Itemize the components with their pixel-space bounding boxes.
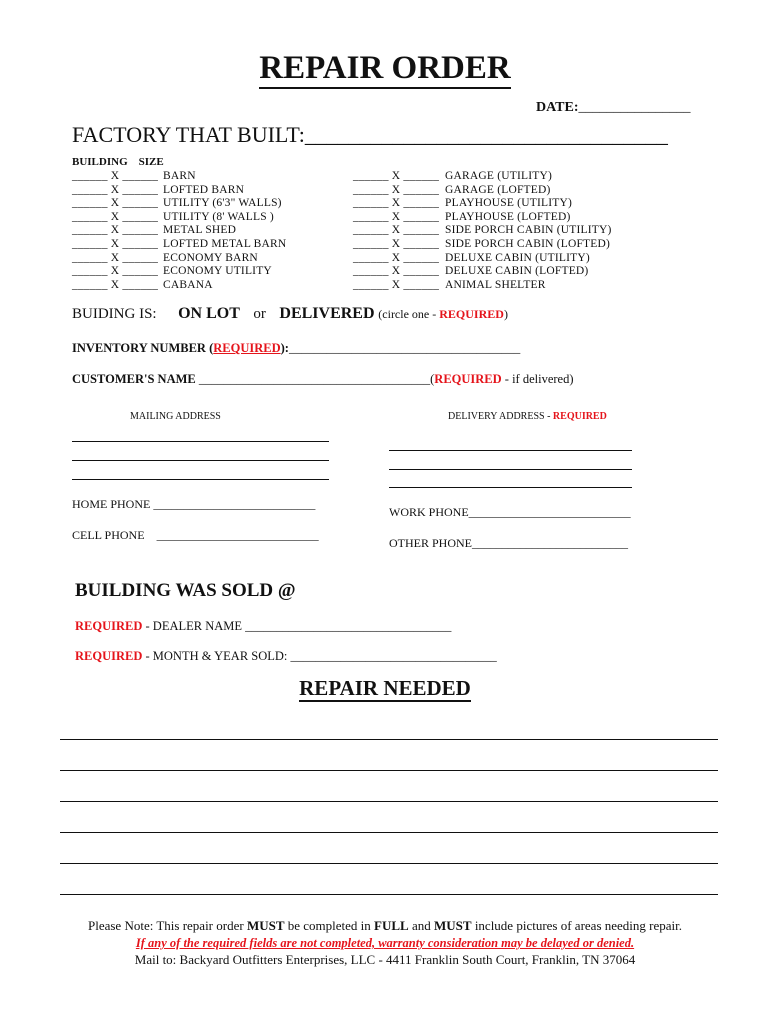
circle-required: REQUIRED	[439, 307, 504, 321]
page-title	[0, 50, 770, 87]
right-size-blank[interactable]: ______ X ______	[353, 170, 440, 182]
right-building-name: DELUXE CABIN (UTILITY)	[445, 251, 590, 264]
right-building-name: ANIMAL SHELTER	[445, 278, 546, 291]
customer-required: REQUIRED	[434, 372, 502, 386]
delivery-line-1[interactable]	[389, 450, 632, 451]
home-phone-field[interactable]	[72, 497, 315, 512]
mailing-line-1[interactable]	[72, 441, 329, 442]
right-building-name: PLAYHOUSE (LOFTED)	[445, 210, 571, 223]
building-is-row	[72, 305, 508, 323]
circle-suffix: )	[503, 307, 508, 321]
left-size-blank[interactable]: ______ X ______	[72, 238, 159, 250]
delivery-line-3[interactable]	[389, 487, 632, 488]
right-building-name: PLAYHOUSE (UTILITY)	[445, 197, 572, 210]
customer-blank[interactable]: _____________________________________	[198, 372, 431, 386]
left-size-blank[interactable]: ______ X ______	[72, 278, 159, 291]
inventory-number-field[interactable]	[72, 341, 520, 356]
right-building-name: GARAGE (UTILITY)	[445, 170, 552, 182]
left-building-name: LOFTED METAL BARN	[163, 238, 287, 250]
note-p1: Please Note: This repair order	[87, 918, 247, 933]
factory-label: FACTORY THAT BUILT:	[72, 122, 305, 147]
right-size-blank[interactable]: ______ X ______	[353, 224, 440, 237]
repair-line-1[interactable]	[60, 739, 718, 740]
work-phone-field[interactable]	[389, 505, 631, 520]
building-is-label: BUIDING IS:	[72, 306, 157, 322]
right-building-name: DELUXE CABIN (LOFTED)	[445, 265, 589, 278]
dealer-required: REQUIRED	[75, 619, 143, 633]
delivered-option[interactable]: DELIVERED	[279, 305, 375, 322]
circle-prefix: (circle one -	[378, 307, 440, 321]
left-building-name: ECONOMY BARN	[163, 251, 258, 264]
dealer-label: - DEALER NAME	[142, 619, 246, 633]
left-building-name: CABANA	[163, 278, 213, 291]
left-size-blank[interactable]: ______ X ______	[72, 224, 159, 237]
left-building-name: ECONOMY UTILITY	[163, 265, 272, 278]
or-text: or	[253, 306, 266, 322]
date-label: DATE:	[536, 100, 579, 115]
delivery-address-label: DELIVERY ADDRESS -	[448, 411, 553, 422]
left-building-name: LOFTED BARN	[163, 183, 245, 196]
mail-to-line: Mail to: Backyard Outfitters Enterprises, LLC - 4411 Franklin South Court, Franklin, TN 37064	[134, 952, 636, 967]
warning-line	[0, 936, 770, 951]
left-building-name: BARN	[163, 170, 196, 182]
customer-suffix: - if delivered)	[501, 372, 574, 386]
repair-line-3[interactable]	[60, 801, 718, 802]
right-size-blank[interactable]: ______ X ______	[353, 197, 440, 210]
repair-line-4[interactable]	[60, 832, 718, 833]
note-p3: and	[408, 918, 434, 933]
note-line	[0, 918, 770, 934]
note-must-2: MUST	[434, 918, 472, 933]
mailing-address-label: MAILING ADDRESS	[130, 411, 221, 422]
right-size-blank[interactable]: ______ X ______	[353, 183, 440, 196]
work-phone-blank[interactable]: ___________________________	[468, 505, 631, 519]
delivery-required: REQUIRED	[552, 411, 607, 422]
month-year-label: - MONTH & YEAR SOLD:	[142, 649, 291, 663]
month-year-required: REQUIRED	[75, 649, 143, 663]
left-size-blank[interactable]: ______ X ______	[72, 197, 159, 210]
home-phone-blank[interactable]: ___________________________	[153, 497, 316, 511]
dealer-name-field[interactable]	[75, 619, 451, 634]
other-phone-label: OTHER PHONE	[389, 536, 472, 550]
month-year-blank[interactable]: _________________________________	[290, 649, 497, 663]
repair-needed-heading	[0, 676, 770, 701]
factory-field[interactable]	[72, 122, 668, 148]
customer-paren: (	[430, 372, 435, 386]
date-field[interactable]	[536, 100, 691, 116]
left-size-blank[interactable]: ______ X ______	[72, 170, 159, 182]
title-text: REPAIR ORDER	[259, 50, 510, 89]
warning-text: If any of the required fields are not completed, warranty consideration may be delayed or denied.	[135, 936, 635, 950]
left-size-blank[interactable]: ______ X ______	[72, 183, 159, 196]
delivery-line-2[interactable]	[389, 469, 632, 470]
other-phone-blank[interactable]: __________________________	[472, 536, 628, 550]
right-size-blank[interactable]: ______ X ______	[353, 278, 440, 291]
right-building-name: SIDE PORCH CABIN (UTILITY)	[445, 224, 612, 237]
left-size-blank[interactable]: ______ X ______	[72, 210, 159, 223]
right-building-name: SIDE PORCH CABIN (LOFTED)	[445, 238, 611, 250]
left-size-blank[interactable]: ______ X ______	[72, 251, 159, 264]
right-building-name: GARAGE (LOFTED)	[445, 183, 551, 196]
left-building-name: UTILITY (8' WALLS )	[163, 210, 274, 223]
customer-name-field[interactable]	[72, 372, 574, 387]
mailing-line-2[interactable]	[72, 460, 329, 461]
left-building-name: UTILITY (6'3" WALLS)	[163, 197, 282, 210]
sold-heading: BUILDING WAS SOLD @	[75, 580, 296, 601]
inventory-label-start: INVENTORY NUMBER (	[72, 341, 214, 355]
work-phone-label: WORK PHONE	[389, 505, 469, 519]
mailing-line-3[interactable]	[72, 479, 329, 480]
right-size-blank[interactable]: ______ X ______	[353, 251, 440, 264]
repair-line-6[interactable]	[60, 894, 718, 895]
note-must-1: MUST	[246, 918, 285, 933]
on-lot-option[interactable]: ON LOT	[178, 305, 240, 322]
factory-blank[interactable]: _________________________________	[304, 122, 668, 147]
inventory-required: REQUIRED	[213, 341, 281, 355]
month-year-field[interactable]	[75, 649, 497, 664]
left-size-blank[interactable]: ______ X ______	[72, 265, 159, 278]
date-blank[interactable]: ________________	[578, 100, 691, 115]
cell-phone-field[interactable]	[72, 528, 319, 543]
repair-needed-text: REPAIR NEEDED	[299, 676, 471, 700]
inventory-label-end: ):	[280, 341, 289, 355]
cell-phone-blank[interactable]: ___________________________	[156, 528, 319, 542]
note-p4: include pictures of areas needing repair.	[471, 918, 682, 933]
repair-line-2[interactable]	[60, 770, 718, 771]
inventory-blank[interactable]: _____________________________________	[288, 341, 521, 355]
right-size-blank[interactable]: ______ X ______	[353, 238, 440, 250]
note-p2: be completed in	[284, 918, 375, 933]
cell-phone-label: CELL PHONE	[72, 528, 145, 542]
home-phone-label: HOME PHONE	[72, 497, 151, 511]
right-size-blank[interactable]: ______ X ______	[353, 265, 440, 278]
other-phone-field[interactable]	[389, 536, 628, 551]
left-building-name: METAL SHED	[163, 224, 237, 237]
delivery-address-heading	[448, 411, 607, 422]
dealer-blank[interactable]: _________________________________	[245, 619, 452, 633]
repair-line-5[interactable]	[60, 863, 718, 864]
note-full: FULL	[374, 918, 409, 933]
customer-label: CUSTOMER'S NAME	[72, 372, 196, 386]
building-size-header: BUILDING SIZE	[72, 156, 164, 168]
right-size-blank[interactable]: ______ X ______	[353, 210, 440, 223]
